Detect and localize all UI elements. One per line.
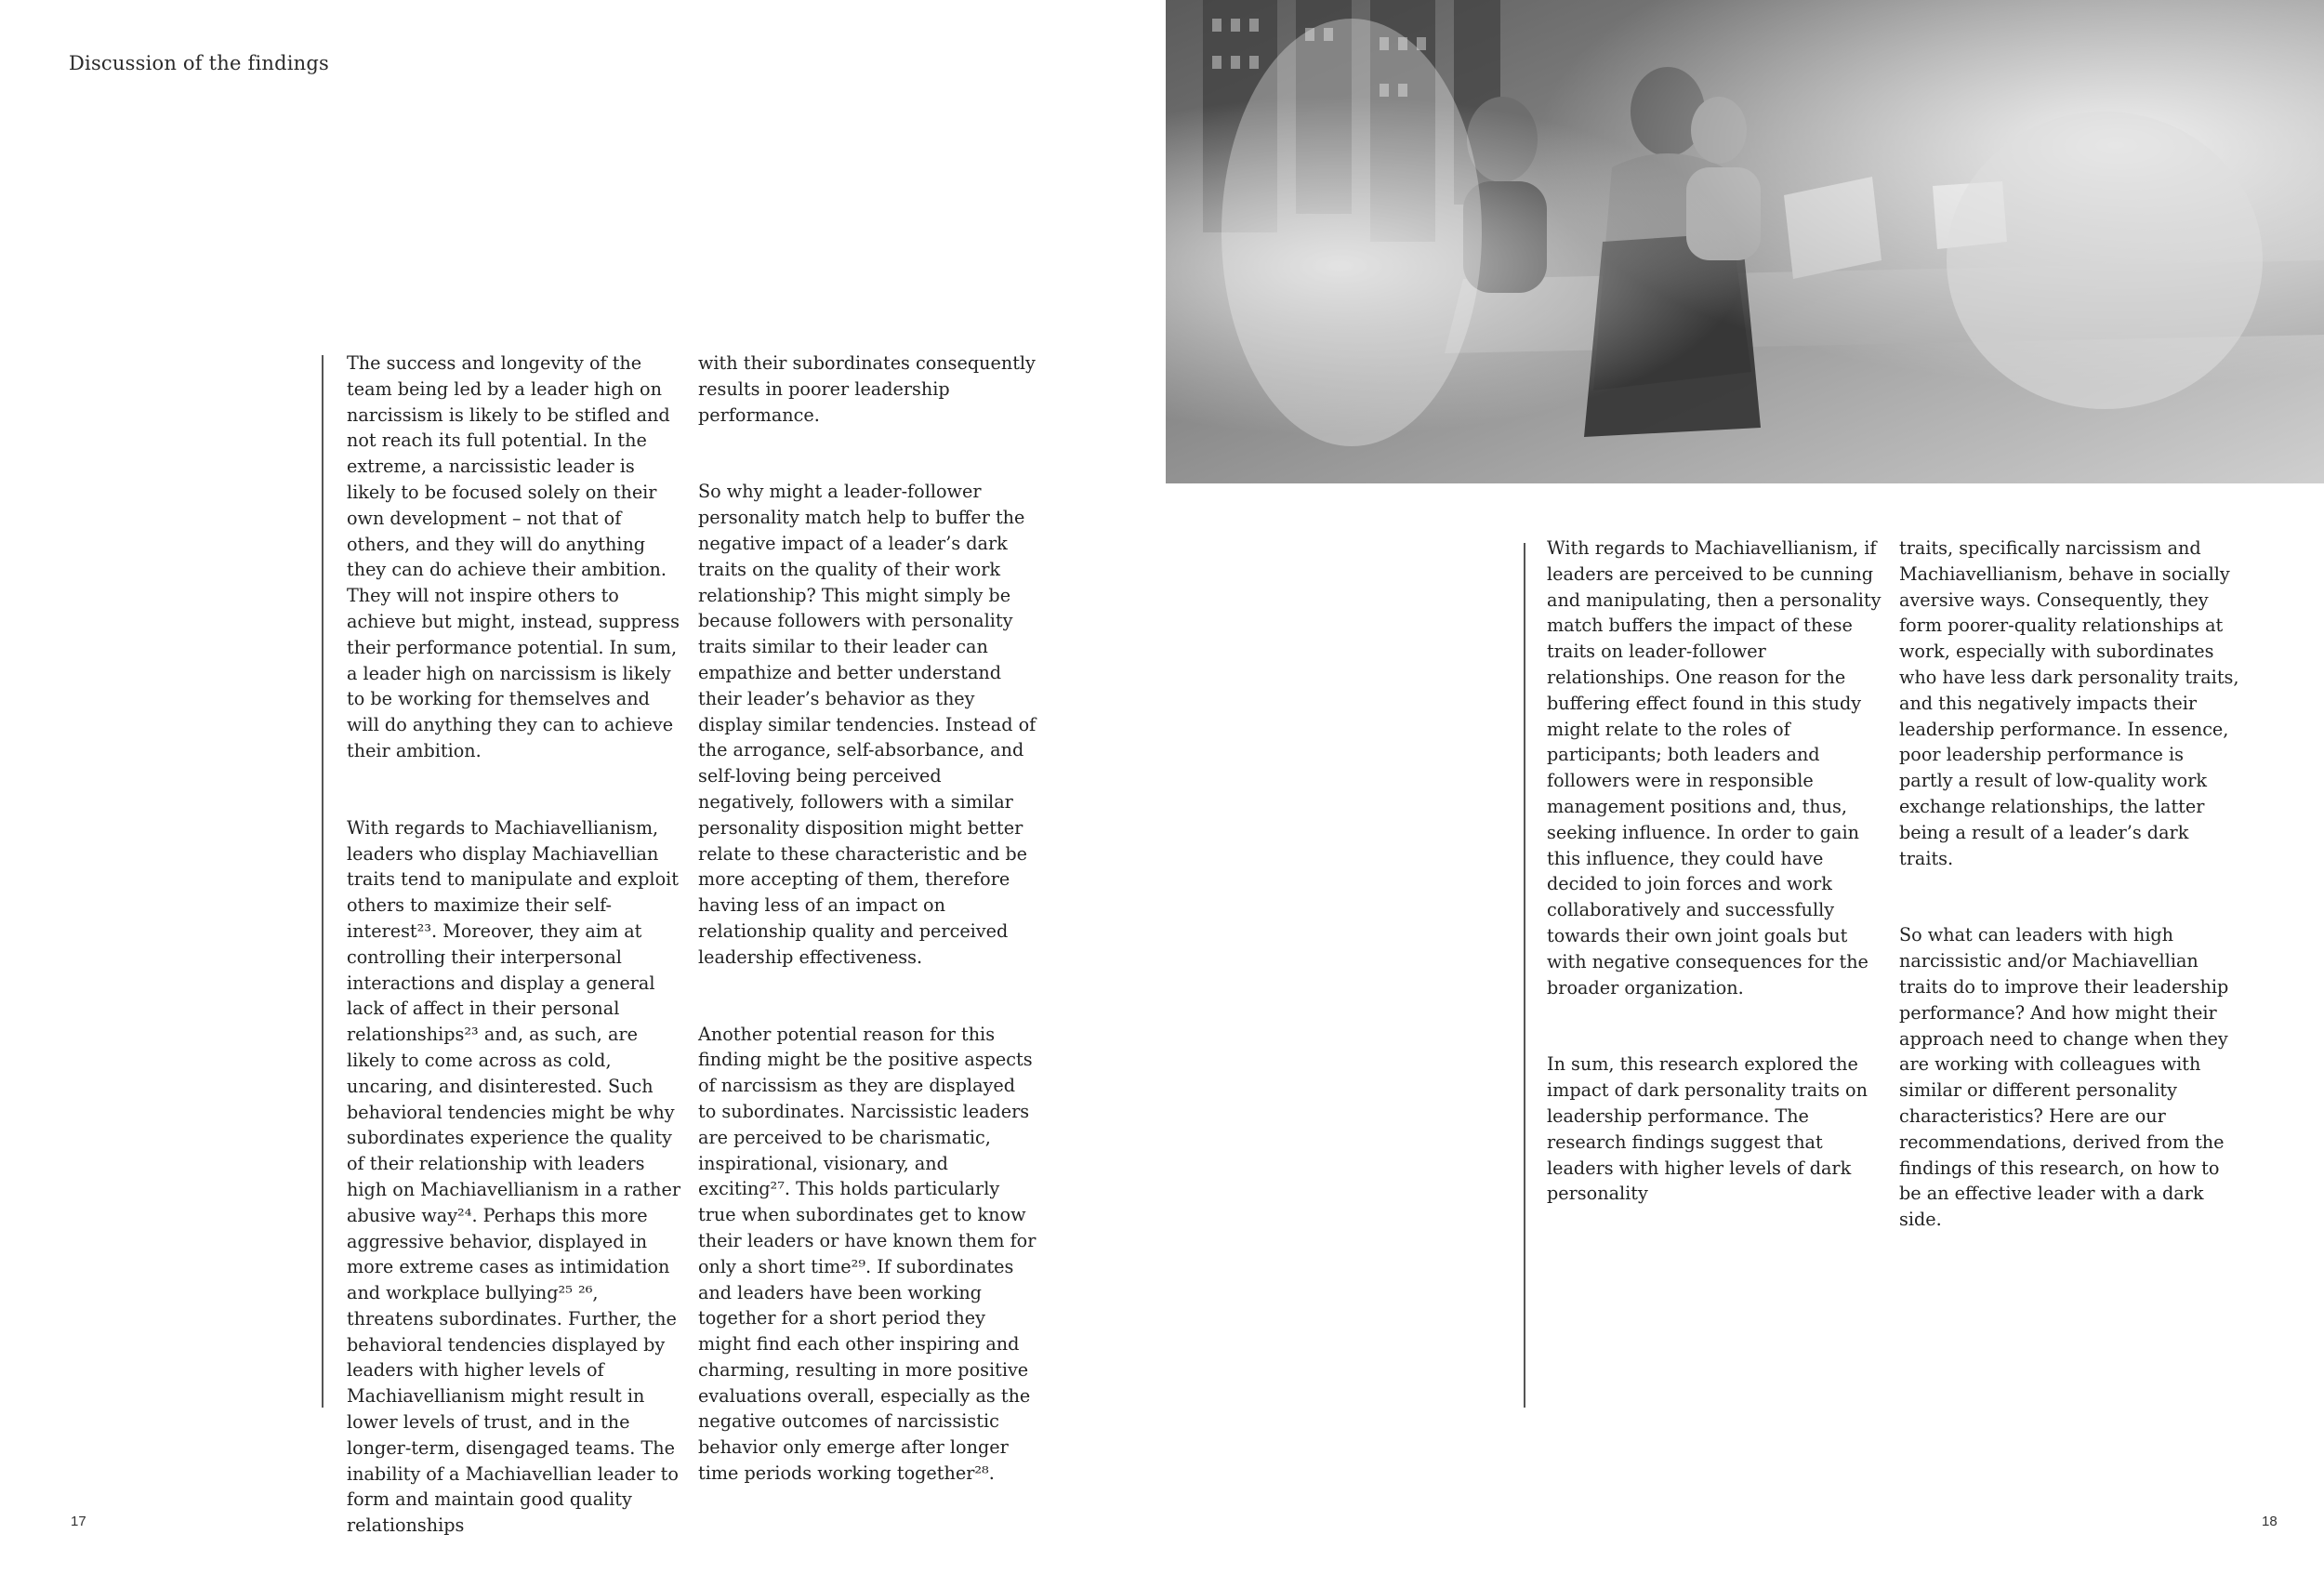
paragraph: With regards to Machiavellianism, leaders who display Machiavellian traits tend to manipulate and exploit others to maximize their self-interest²³. Moreover, they aim at controlling their interpersonal interactions and display a general lack of affect in their personal relationships²³ and, as such, are likely to come across as cold, uncaring, and disinterested. Such behavioral tendencies might be why subordinates experience the quality of their relationship with leaders high on Machiavellianism in a rather abusive way²⁴. Perhaps this more aggressive behavior, displayed in more extreme cases as intimidation and workplace bullying²⁵ ²⁶, threatens subordinates. Further, the behavioral tendencies displayed by leaders with higher levels of Machiavellianism might result in lower levels of trust, and in the longer-term, disengaged teams. The inability of a Machiavellian leader to form and maintain good quality relationships [347,816,681,1537]
section-title: Discussion of the findings [69,52,330,74]
paragraph: Another potential reason for this finding might be the positive aspects of narcissism as they are displayed to subordinates. Narcissistic leaders are perceived to be charismatic, inspirational, visionary, and exciting²⁷. This holds particularly true when subordinates get to know their leaders or have known them for only a short time²⁹. If subordinates and leaders have been working together for a short period they might find each other inspiring and charming, resulting in more positive evaluations overall, especially as the negative outcomes of narcissistic behavior only emerge after longer time periods working together²⁸. [698,1023,1037,1485]
left-page-column-2 [698,350,1037,1487]
photo-illustration [1166,0,2324,483]
page-number-left: 17 [71,1514,86,1529]
right-page-column-1 [1547,536,1889,1207]
right-column-rule [1524,543,1525,1408]
left-page-column-1 [347,350,686,1539]
office-meeting-photo [1166,0,2324,483]
paragraph: In sum, this research explored the impact of dark personality traits on leadership performance. The research findings suggest that leaders with higher levels of dark personality [1547,1053,1868,1205]
right-page-column-2 [1899,536,2241,1233]
paragraph: So what can leaders with high narcissistic and/or Machiavellian traits do to improve their leadership performance? And how might their approach need to change when they are working with colleagues with similar or different personality characteristics? Here are our recommendations, derived from the findings of this research, on how to be an effective leader with a dark side. [1899,924,2229,1231]
paragraph: With regards to Machiavellianism, if leaders are perceived to be cunning and manipulating, then a personality match buffers the impact of these traits on leader-follower relationships. One reason for the buffering effect found in this study might relate to the roles of participants; both leaders and followers were in responsible management positions and, thus, seeking influence. In order to gain this influence, they could have decided to join forces and work collaboratively and successfully towards their own joint goals but with negative consequences for the broader organization. [1547,537,1882,998]
paragraph: traits, specifically narcissism and Machiavellianism, behave in socially aversive ways. Consequently, they form poorer-quality relationships at work, especially with subordinates who have less dark personality traits, and this negatively impacts their leadership performance. In essence, poor leadership performance is partly a result of low-quality work exchange relationships, the latter being a result of a leader’s dark traits. [1899,537,2239,869]
left-column-rule [322,355,324,1408]
paragraph: The success and longevity of the team being led by a leader high on narcissism is likely to be stifled and not reach its full potential. In the extreme, a narcissistic leader is likely to be focused solely on their own development – not that of others, and they will do anything they can do achieve their ambition. They will not inspire others to achieve but might, instead, suppress their performance potential. In sum, a leader high on narcissism is likely to be working for themselves and will do anything they can to achieve their ambition. [347,352,680,761]
paragraph: So why might a leader-follower personality match help to buffer the negative impact of a leader’s dark traits on the quality of their work relationship? This might simply be because followers with personality traits similar to their leader can empathize and better understand their leader’s behavior as they display similar tendencies. Instead of the arrogance, self-absorbance, and self-loving being perceived negatively, followers with a similar personality disposition might better relate to these characteristic and be more accepting of them, therefore having less of an impact on relationship quality and perceived leadership effectiveness. [698,481,1037,968]
paragraph: with their subordinates consequently results in poorer leadership performance. [698,352,1036,426]
page-number-right: 18 [2262,1514,2278,1529]
